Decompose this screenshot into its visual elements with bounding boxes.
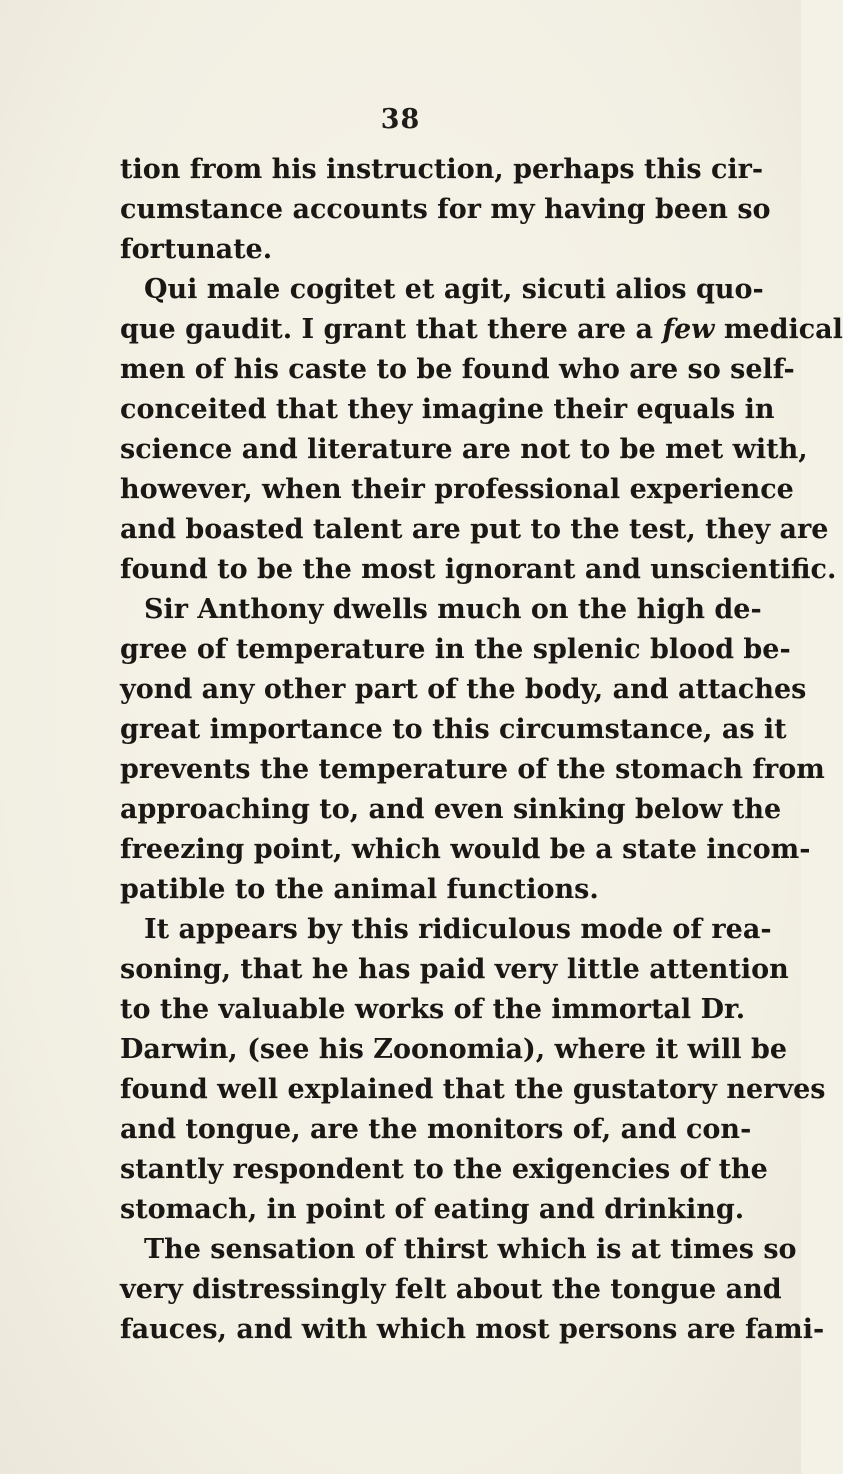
text-line: great importance to this circumstance, as it	[120, 714, 787, 745]
text-line: The sensation of thirst which is at times so	[144, 1234, 797, 1265]
text-line	[120, 310, 843, 350]
body-text	[120, 150, 843, 1350]
text-line: however, when their professional experience	[120, 474, 794, 505]
text-line: gree of temperature in the splenic blood be-	[120, 634, 791, 665]
text-line: stantly respondent to the exigencies of the	[120, 1154, 768, 1185]
text-line: and tongue, are the monitors of, and con-	[120, 1114, 752, 1145]
text-line: fortunate.	[120, 234, 273, 265]
text-line: patible to the animal functions.	[120, 874, 599, 905]
page-number: 38	[380, 104, 421, 135]
text-line: stomach, in point of eating and drinking.	[120, 1194, 745, 1225]
text-line: It appears by this ridiculous mode of rea-	[144, 914, 772, 945]
text-line: cumstance accounts for my having been so	[120, 194, 771, 225]
text-line: approaching to, and even sinking below the	[120, 794, 782, 825]
text-line: very distressingly felt about the tongue and	[120, 1274, 782, 1305]
text-line: men of his caste to be found who are so self-	[120, 354, 795, 385]
text-line: found to be the most ignorant and unscientific.	[120, 554, 837, 585]
text-line: science and literature are not to be met with,	[120, 434, 808, 465]
text-line: Qui male cogitet et agit, sicuti alios quo-	[144, 274, 764, 305]
text-line: conceited that they imagine their equals in	[120, 394, 775, 425]
text-line: freezing point, which would be a state incom-	[120, 834, 811, 865]
text-line: soning, that he has paid very little attention	[120, 954, 789, 985]
text-line: and boasted talent are put to the test, they are	[120, 514, 829, 545]
text-segment: medical	[714, 314, 843, 345]
emphasized-word: few	[662, 314, 715, 345]
text-line: to the valuable works of the immortal Dr.	[120, 994, 746, 1025]
text-line: Sir Anthony dwells much on the high de-	[144, 594, 762, 625]
text-line: fauces, and with which most persons are fami-	[120, 1314, 825, 1345]
text-line: tion from his instruction, perhaps this cir-	[120, 154, 764, 185]
text-line: found well explained that the gustatory nerves	[120, 1074, 826, 1105]
text-line: Darwin, (see his Zoonomia), where it will be	[120, 1034, 787, 1065]
text-segment: que gaudit. I grant that there are a	[120, 314, 663, 345]
text-line: yond any other part of the body, and attaches	[120, 674, 807, 705]
text-line: prevents the temperature of the stomach from	[120, 754, 825, 785]
